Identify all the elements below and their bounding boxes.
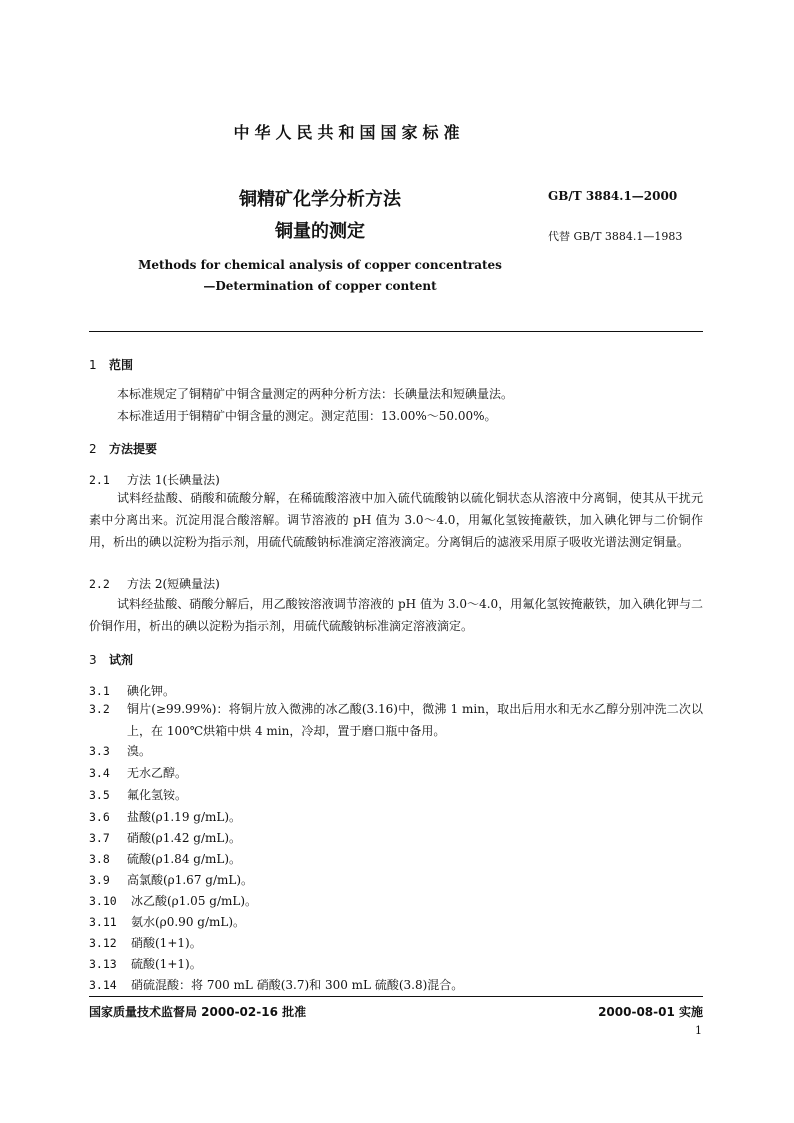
clause-number: 3.10: [89, 894, 117, 908]
clause-number: 3.5: [89, 788, 110, 802]
clause-title: 方法 1(长碘量法): [127, 473, 220, 487]
reagent-item: [89, 892, 257, 909]
clause-number: 3.7: [89, 831, 110, 845]
clause-number: 3.9: [89, 873, 110, 887]
reagent-text: 氨水(ρ0.90 g/mL)。: [131, 915, 246, 929]
reagent-item: [89, 742, 151, 759]
scope-paragraph-2: 本标准适用于铜精矿中铜含量的测定。测定范围：13.00%～50.00%。: [117, 409, 497, 423]
document-subtitle-cn: 铜量的测定: [275, 221, 365, 242]
reagent-item: [89, 808, 241, 825]
clause-number: 3.12: [89, 936, 117, 950]
reagent-item: [89, 955, 202, 972]
reagent-item: [89, 698, 703, 742]
section-title: 范围: [109, 358, 134, 372]
clause-number: 3.3: [89, 744, 110, 758]
reagent-text: 氟化氢铵。: [127, 788, 188, 802]
page-number: 1: [695, 1024, 702, 1037]
implementation-date: 2000-08-01 实施: [598, 1005, 703, 1019]
reagent-item: [89, 934, 202, 951]
reagent-item: [89, 976, 463, 993]
reagent-item: [89, 786, 187, 803]
reagent-item: [89, 764, 187, 781]
section-heading-principle: [89, 440, 157, 457]
reagent-text: 碘化钾。: [127, 684, 176, 698]
reagent-text: 无水乙醇。: [127, 766, 188, 780]
method-1-heading: [89, 471, 220, 488]
clause-title: 方法 2(短碘量法): [127, 577, 220, 591]
reagent-text: 硝酸(1+1)。: [131, 936, 202, 950]
clause-number: 3.2: [89, 702, 110, 716]
reagent-item: [89, 850, 241, 867]
reagent-text: 溴。: [127, 744, 152, 758]
reagent-item: [89, 913, 245, 930]
reagent-text: 冰乙酸(ρ1.05 g/mL)。: [131, 894, 258, 908]
footer-rule: [89, 996, 703, 997]
document-title-en: Methods for chemical analysis of copper concentrates: [138, 258, 502, 272]
method-1-text: 试料经盐酸、硝酸和硫酸分解，在稀硫酸溶液中加入硫代硫酸钠以硫化铜状态从溶液中分离铜，使其从干扰元素中分离出来。沉淀用混合酸溶解。调节溶液的 pH 值为 3.0～4.0，用氟化氢铵掩蔽铁，加入碘化钾与二价铜作用，析出的碘以淀粉为指示剂，用硫代硫酸钠标准滴定溶液滴定。分离铜后的滤液采用原子吸收光谱法测定铜量。: [89, 491, 703, 549]
method-2-heading: [89, 575, 220, 592]
reagent-text: 硫酸(ρ1.84 g/mL)。: [127, 852, 242, 866]
reagent-item: [89, 829, 241, 846]
clause-number: 3.6: [89, 810, 110, 824]
reagent-text: 铜片(≥99.99%)：将铜片放入微沸的冰乙酸(3.16)中，微沸 1 min，取出后用水和无水乙醇分别冲洗二次以上，在 100℃烘箱中烘 4 min，冷却，置于磨口瓶中备用。: [127, 702, 703, 738]
header-rule: [89, 331, 703, 332]
document-subtitle-en: —Determination of copper content: [203, 279, 437, 293]
reagent-text: 高氯酸(ρ1.67 g/mL)。: [127, 873, 254, 887]
approval-note: 国家质量技术监督局 2000-02-16 批准: [89, 1005, 307, 1019]
method-2-text: 试料经盐酸、硝酸分解后，用乙酸铵溶液调节溶液的 pH 值为 3.0～4.0，用氟化氢铵掩蔽铁，加入碘化钾与二价铜作用，析出的碘以淀粉为指示剂，用硫代硫酸钠标准滴定溶液滴定。: [89, 597, 703, 633]
reagent-text: 盐酸(ρ1.19 g/mL)。: [127, 810, 242, 824]
replaces-standard: 代替 GB/T 3884.1—1983: [548, 230, 683, 243]
scope-paragraph-1: 本标准规定了铜精矿中铜含量测定的两种分析方法：长碘量法和短碘量法。: [117, 387, 514, 401]
reagent-text: 硝酸(ρ1.42 g/mL)。: [127, 831, 242, 845]
clause-number: 2.1: [89, 473, 110, 487]
standard-number: GB/T 3884.1—2000: [548, 189, 678, 203]
reagent-text: 硝硫混酸：将 700 mL 硝酸(3.7)和 300 mL 硫酸(3.8)混合。: [131, 978, 464, 992]
section-heading-reagents: [89, 651, 133, 668]
clause-number: 3.11: [89, 915, 117, 929]
document-title-cn: 铜精矿化学分析方法: [239, 189, 401, 210]
section-title: 方法提要: [109, 442, 158, 456]
section-number: 2: [89, 442, 97, 456]
clause-number: 3.8: [89, 852, 110, 866]
section-number: 1: [89, 358, 97, 372]
section-number: 3: [89, 653, 97, 667]
reagent-item: [89, 871, 253, 888]
section-heading-scope: [89, 356, 133, 373]
clause-number: 2.2: [89, 577, 110, 591]
clause-number: 3.13: [89, 957, 117, 971]
clause-number: 3.4: [89, 766, 110, 780]
section-title: 试剂: [109, 653, 134, 667]
national-standard-heading: 中华人民共和国国家标准: [233, 123, 465, 142]
reagent-text: 硫酸(1+1)。: [131, 957, 202, 971]
reagent-item: [89, 682, 175, 699]
clause-number: 3.14: [89, 978, 117, 992]
clause-number: 3.1: [89, 684, 110, 698]
